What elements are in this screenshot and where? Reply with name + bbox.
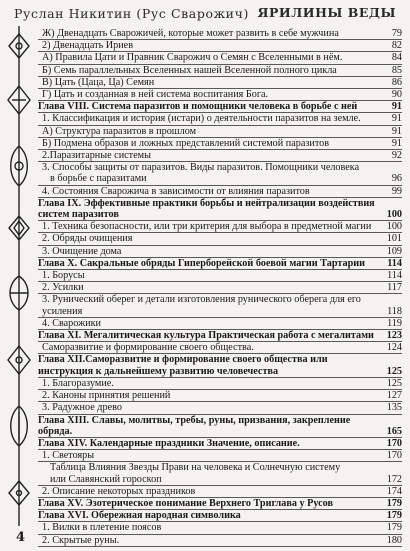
toc-entry: 1. Светояры 170 [38,450,402,462]
toc-entry: 2. Каноны принятия решений 127 [38,390,402,402]
toc-entry: 2. Обряды очищения 101 [38,233,402,245]
toc-entry: в борьбе с паразитами 96 [38,173,402,185]
toc-entry: Г) Цать и созданная в ней система воспитания Бога. 90 [38,89,402,101]
running-head-title: ЯРИЛИНЫ ВЕДЫ [257,5,396,20]
toc-entry: В) Цать (Цаца, Ца) Семян 86 [38,77,402,89]
toc-entry: 3. Радужное древо 135 [38,402,402,414]
toc-chapter: Глава VIII. Система паразитов и помощники человека в борьбе с ней 91 [38,101,402,113]
toc-entry: 4. Сварожики 119 [38,318,402,330]
toc-chapter: Глава XIV. Календарные праздники Значение, описание. 170 [38,437,402,449]
toc-entry: А) Структура паразитов в прошлом 91 [38,126,402,138]
slavic-ornament-border [4,26,34,526]
toc-entry: Самоpазвитие и формирование своего общества. 124 [38,342,402,354]
toc-entry: 1. Благоразумие. 125 [38,378,402,390]
toc-chapter: Глава XIII. Славы, молитвы, требы, руны, призвания, закрепление обряда. 165 [38,414,402,437]
toc-entry: 2. Усилки 117 [38,282,402,294]
toc-entry: 2. Скрытые руны. 180 [38,535,402,547]
toc-chapter: Глава X. Сакральные обряды Гиперборейской боевой магии Тартарии 114 [38,257,402,269]
toc-entry: 3. Способы защиты от паразитов. Виды паразитов. Помощники человека [42,162,360,174]
toc-entry: 2. Описание некоторых праздников 174 [38,486,402,498]
table-of-contents [38,28,402,547]
page-header [0,0,410,28]
page-number: 4 [16,530,26,545]
toc-entry: А) Правила Цати и Правник Сварожич о Семян с Вселенными в нём. 84 [38,52,402,64]
toc-chapter: Глава XVI. Обережная народная символика 179 [38,510,402,522]
toc-entry: 2) Двенадцать Ириев 82 [38,40,402,52]
toc-entry: Б) Семь параллельных Вселенных нашей Вселенной полного цикла 85 [38,65,402,77]
toc-entry: или Славянский гороскоп 172 [38,474,402,486]
running-head-author: Руслан Никитин (Рус Сварожич) [14,6,249,21]
toc-entry: 1. Классификация и история (истари) о деятельности паразитов на земле. 91 [38,113,402,125]
toc-chapter: Глава XI. Мегалитическая культура Практическая работа с мегалитами 123 [38,330,402,342]
toc-chapter: Глава XV. Эзотерическое понимание Верхнего Триглава у Русов 179 [38,497,402,509]
toc-entry: 2.Паразитарные системы 92 [38,150,402,162]
toc-chapter: Глава XII.Саморазвитие и формирование своего общества или инструкция к дальнейшему развитию человечества 125 [38,354,402,377]
toc-entry: 3. Очищение дома 109 [38,246,402,258]
toc-chapter: Глава IX. Эффективные практики борьбы и нейтрализации воздействия систем паразитов 100 [38,197,402,221]
toc-entry: 4. Состояния Сварожича в зависимости от влияния паразитов 99 [38,186,402,198]
toc-entry: 1. Техника безопасности, или три критерия для выбора в предметной магии 100 [38,221,402,233]
toc-entry: Таблица Влияния Звезды Прави на человека и Солнечную систему [50,462,341,474]
toc-entry: 1. Вилки в плетение поясов 179 [38,522,402,534]
toc-entry: 1. Борусы 114 [38,270,402,282]
toc-entry: Ж) Двенадцать Сварожичей, которые может развить в себе мужчина 79 [38,28,402,40]
toc-entry: Б) Подмена образов и ложных представлений системой паразитов 91 [38,138,402,150]
toc-entry: 3. Рунический оберег и детали изготовления рунического оберега для его усиления 118 [38,294,402,317]
